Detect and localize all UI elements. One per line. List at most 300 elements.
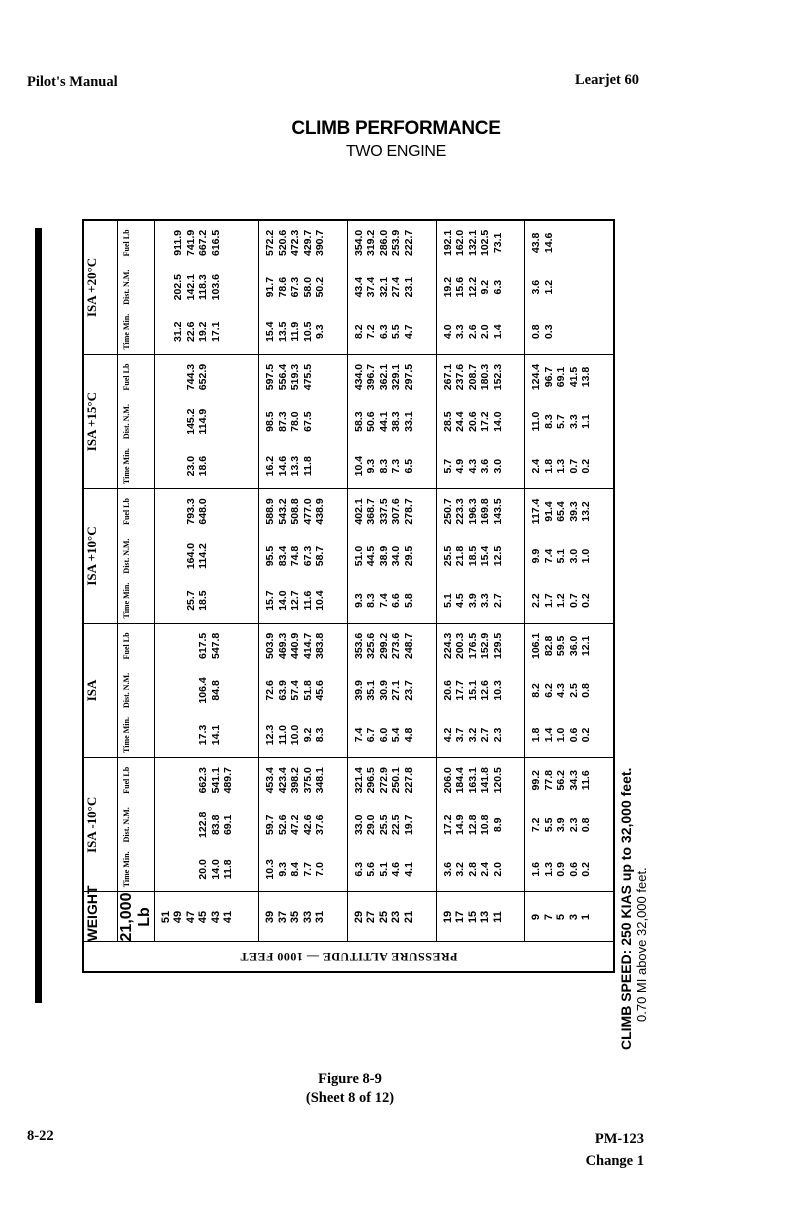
table-cell: 2.7 — [479, 727, 492, 743]
isa-column-header: ISA +10°C — [83, 489, 117, 623]
table-cell: 0.8 — [530, 324, 543, 340]
table-cell: 152.9 — [479, 632, 492, 660]
table-cell: 477.0 — [301, 498, 314, 525]
table-cell: 508.8 — [289, 498, 302, 525]
table-cell: 0.2 — [580, 862, 593, 877]
altitude-value: 47 — [184, 910, 197, 924]
table-cell: 91.4 — [542, 501, 555, 522]
table-cell: 4.7 — [402, 324, 415, 340]
table-cell: 17.2 — [479, 411, 492, 432]
table-cell: 8.3 — [365, 593, 378, 608]
table-cell: 27.1 — [390, 680, 403, 701]
table-cell — [160, 534, 173, 579]
table-cell — [172, 624, 185, 668]
table-cell: 744.3 — [184, 363, 197, 391]
table-cell: 652.9 — [197, 363, 209, 391]
table-cell: 2.4 — [530, 458, 543, 474]
fuel-column-header: Fuel Lb — [117, 758, 154, 803]
table-cell: 588.9 — [264, 498, 277, 525]
table-cell: 13.2 — [580, 501, 593, 522]
isa-column-header: ISA +20°C — [83, 220, 117, 354]
table-cell — [555, 221, 568, 265]
table-cell: 132.1 — [466, 229, 479, 257]
table-cell: 662.3 — [197, 767, 209, 794]
table-cell: 7.7 — [301, 862, 314, 877]
table-cell: 267.1 — [441, 363, 454, 391]
table-cell: 59.7 — [264, 814, 277, 836]
table-cell: 741.9 — [184, 229, 197, 257]
table-cell: 5.1 — [377, 862, 390, 877]
table-cell: 348.1 — [314, 767, 327, 794]
table-cell: 3.9 — [555, 817, 568, 833]
table-cell: 141.8 — [479, 767, 492, 794]
table-cell: 375.0 — [301, 767, 314, 794]
table-cell — [580, 221, 593, 265]
fuel-column-header: Fuel Lb — [117, 220, 154, 265]
table-cell: 202.5 — [172, 274, 184, 301]
altitude-value: 41 — [222, 910, 234, 924]
table-cell: 12.6 — [479, 680, 492, 701]
table-cell: 223.3 — [454, 498, 467, 525]
table-cell: 9.3 — [365, 458, 378, 474]
table-cell: 7.4 — [542, 548, 555, 564]
altitude-value: 35 — [289, 910, 302, 924]
table-cell: 12.2 — [466, 276, 479, 298]
table-cell: 56.2 — [555, 770, 568, 791]
table-cell: 520.6 — [276, 229, 289, 257]
table-cell: 307.6 — [390, 498, 403, 525]
table-cell — [172, 802, 185, 847]
table-cell: 429.7 — [301, 229, 314, 257]
table-cell: 8.3 — [377, 458, 390, 474]
table-cell: 67.3 — [301, 545, 314, 567]
table-cell: 8.3 — [314, 727, 327, 743]
table-cell: 3.9 — [466, 593, 479, 608]
table-cell: 25.5 — [377, 814, 390, 836]
table-cell: 12.1 — [580, 635, 593, 657]
altitude-value: 33 — [301, 910, 314, 924]
table-cell: 106.1 — [530, 632, 543, 660]
table-cell: 7.0 — [314, 862, 327, 877]
table-cell: 617.5 — [197, 632, 209, 660]
table-cell: 383.8 — [314, 632, 327, 660]
table-cell: 9.2 — [479, 279, 492, 295]
altitude-value: 51 — [159, 910, 172, 924]
table-cell — [555, 265, 568, 310]
climb-performance-table — [82, 219, 615, 973]
table-cell: 50.2 — [314, 276, 327, 298]
table-cell: 248.7 — [402, 632, 415, 660]
table-cell: 0.2 — [580, 458, 593, 474]
table-cell: 7.4 — [352, 727, 365, 743]
table-cell: 398.2 — [289, 767, 302, 794]
table-cell: 469.3 — [276, 632, 289, 660]
table-cell: 78.6 — [276, 276, 289, 298]
table-cell: 556.4 — [276, 363, 289, 391]
page-subtitle: TWO ENGINE — [345, 143, 447, 160]
table-cell: 14.0 — [209, 859, 222, 880]
table-cell: 36.0 — [567, 635, 580, 657]
isa-column-header: ISA — [83, 623, 117, 757]
table-cell: 19.2 — [441, 276, 454, 298]
table-cell: 911.9 — [172, 230, 184, 256]
table-cell: 11.8 — [301, 456, 314, 477]
table-cell: 63.9 — [276, 680, 289, 701]
table-cell: 368.7 — [365, 498, 378, 525]
table-cell — [210, 399, 223, 444]
change-number: Change 1 — [585, 1153, 644, 1169]
table-cell: 222.7 — [402, 229, 415, 257]
table-cell: 29.5 — [402, 545, 415, 567]
table-cell: 453.4 — [264, 767, 277, 794]
table-cell — [160, 265, 173, 310]
table-cell: 6.3 — [377, 324, 390, 340]
dist-column-header: Dist. N.M. — [117, 534, 154, 579]
table-cell — [222, 489, 235, 533]
isa-column-header: ISA -10°C — [83, 758, 117, 892]
table-cell: 7.3 — [390, 458, 403, 474]
table-cell: 22.6 — [184, 321, 197, 342]
table-cell: 325.6 — [365, 632, 378, 660]
table-cell: 23.0 — [184, 455, 197, 477]
table-cell: 58.0 — [301, 276, 314, 298]
table-cell — [160, 444, 173, 488]
table-cell — [222, 355, 235, 399]
table-cell: 321.4 — [352, 767, 365, 794]
altitude-value: 7 — [542, 913, 555, 921]
table-cell: 1.2 — [555, 593, 568, 608]
time-column-header: Time Min. — [117, 847, 154, 892]
table-cell: 9.3 — [276, 862, 289, 877]
table-cell: 17.3 — [197, 724, 209, 746]
table-cell: 0.8 — [580, 817, 593, 833]
table-cell: 547.8 — [209, 632, 222, 660]
table-cell: 69.1 — [222, 814, 234, 836]
table-cell: 12.7 — [289, 590, 302, 611]
table-cell — [210, 444, 223, 488]
table-cell: 253.9 — [390, 229, 403, 257]
table-cell: 180.3 — [479, 363, 492, 391]
table-cell: 4.3 — [555, 683, 568, 698]
fuel-column-header: Fuel Lb — [117, 354, 154, 399]
table-cell: 13.5 — [276, 321, 289, 342]
table-cell: 503.9 — [264, 632, 277, 660]
table-cell: 6.3 — [352, 862, 365, 877]
climb-table-rotated — [82, 221, 615, 973]
table-cell: 6.5 — [402, 458, 415, 474]
table-cell — [160, 624, 173, 668]
table-cell: 0.6 — [567, 727, 580, 743]
figure-number: Figure 8-9 — [318, 1071, 382, 1087]
table-row-group — [436, 220, 525, 972]
table-cell: 78.0 — [289, 411, 302, 432]
table-cell: 32.1 — [377, 276, 390, 298]
table-cell: 29.0 — [365, 814, 378, 836]
table-cell: 299.2 — [377, 632, 390, 660]
table-cell: 8.4 — [289, 862, 302, 877]
table-cell: 353.6 — [352, 632, 365, 660]
table-cell: 208.7 — [466, 363, 479, 391]
table-cell: 7.2 — [530, 817, 543, 833]
table-row-group — [154, 220, 259, 972]
table-cell: 120.5 — [491, 767, 504, 794]
table-cell: 3.6 — [530, 279, 543, 295]
table-cell: 19.7 — [402, 814, 415, 836]
table-row-group — [259, 220, 348, 972]
table-cell — [172, 578, 185, 622]
altitude-value: 43 — [209, 910, 222, 924]
altitude-value: 3 — [567, 913, 580, 921]
table-cell: 597.5 — [264, 363, 277, 391]
table-cell — [222, 265, 235, 310]
table-cell: 34.0 — [390, 545, 403, 567]
table-cell: 38.3 — [390, 411, 403, 432]
table-cell: 38.9 — [377, 545, 390, 567]
table-cell: 142.1 — [184, 274, 197, 301]
table-cell — [160, 355, 173, 399]
table-cell — [222, 310, 235, 354]
table-cell: 34.3 — [567, 770, 580, 791]
table-cell: 2.2 — [530, 593, 543, 608]
table-cell: 12.5 — [491, 545, 504, 567]
climb-speed-note: CLIMB SPEED: 250 KIAS up to 32,000 feet. — [618, 767, 634, 1050]
table-cell — [172, 758, 185, 802]
table-cell: 99.2 — [530, 770, 543, 791]
table-cell: 33.1 — [402, 411, 415, 432]
table-cell: 17.7 — [454, 680, 467, 701]
table-cell: 475.5 — [301, 363, 314, 391]
table-cell: 5.8 — [402, 593, 415, 608]
table-cell: 8.2 — [352, 324, 365, 340]
table-cell: 0.3 — [542, 324, 555, 340]
table-cell: 12.8 — [466, 814, 479, 836]
table-cell — [160, 399, 173, 444]
table-cell: 2.0 — [479, 324, 492, 340]
table-cell: 143.5 — [491, 498, 504, 525]
table-cell: 6.3 — [491, 279, 504, 295]
dist-column-header: Dist. N.M. — [117, 668, 154, 713]
table-cell: 296.5 — [365, 767, 378, 794]
table-cell: 37.4 — [365, 276, 378, 298]
table-cell: 472.3 — [289, 229, 302, 257]
table-cell: 2.3 — [567, 817, 580, 833]
table-cell — [160, 310, 173, 354]
table-cell: 124.4 — [530, 363, 543, 391]
table-cell: 74.8 — [289, 545, 302, 567]
table-cell: 0.7 — [567, 593, 580, 608]
table-cell: 33.0 — [352, 814, 365, 836]
table-cell: 6.7 — [365, 727, 378, 743]
table-cell: 118.3 — [197, 274, 209, 301]
altitude-value: 29 — [352, 910, 365, 924]
figure-caption — [0, 1070, 700, 1108]
table-cell: 31.2 — [172, 321, 184, 342]
table-cell: 8.2 — [530, 683, 543, 698]
climb-table-wrapper — [82, 221, 697, 973]
table-cell: 2.8 — [466, 862, 479, 877]
table-cell: 67.3 — [289, 276, 302, 298]
table-cell: 37.6 — [314, 814, 327, 836]
table-cell: 20.6 — [441, 680, 454, 701]
weight-value: 21,000 Lb — [117, 892, 153, 942]
table-cell: 15.7 — [264, 590, 277, 611]
table-cell — [172, 534, 185, 579]
table-cell: 84.8 — [209, 680, 222, 701]
table-cell: 39.3 — [567, 501, 580, 522]
table-cell — [580, 265, 593, 310]
table-cell — [314, 444, 327, 488]
table-cell: 35.1 — [365, 680, 378, 701]
table-cell: 273.6 — [390, 632, 403, 660]
table-cell — [210, 355, 223, 399]
altitude-value: 23 — [390, 910, 403, 924]
table-cell: 423.4 — [276, 767, 289, 794]
table-cell: 103.6 — [209, 274, 222, 301]
table-cell: 616.5 — [209, 229, 222, 257]
table-cell: 200.3 — [454, 632, 467, 660]
table-cell: 2.0 — [491, 862, 504, 877]
table-cell — [185, 847, 198, 891]
table-cell: 319.2 — [365, 229, 378, 257]
table-cell: 3.6 — [441, 862, 454, 877]
table-cell: 10.0 — [289, 724, 302, 746]
table-cell: 4.0 — [441, 324, 454, 340]
doc-number: PM-123 — [594, 1131, 644, 1147]
table-cell: 9.9 — [530, 548, 543, 564]
time-column-header: Time Min. — [117, 444, 154, 489]
table-cell: 4.3 — [466, 458, 479, 474]
table-cell: 1.4 — [491, 324, 504, 340]
table-cell: 396.7 — [365, 363, 378, 391]
table-cell: 16.2 — [264, 455, 277, 477]
table-cell: 39.9 — [352, 680, 365, 701]
table-cell: 11.9 — [289, 321, 302, 342]
table-cell: 14.9 — [454, 814, 467, 836]
table-cell — [222, 534, 235, 579]
table-cell: 15.4 — [264, 321, 277, 342]
table-cell: 5.4 — [390, 727, 403, 743]
table-cell — [160, 668, 173, 713]
altitude-value: 21 — [402, 910, 415, 924]
table-cell: 206.0 — [441, 767, 454, 794]
table-cell: 67.5 — [301, 411, 314, 432]
table-cell — [580, 310, 593, 354]
table-cell: 18.6 — [197, 455, 209, 477]
table-cell: 47.2 — [289, 814, 302, 836]
footer-right — [586, 1128, 644, 1172]
table-cell: 58.3 — [352, 411, 365, 432]
altitude-value: 15 — [466, 910, 479, 924]
table-cell: 1.8 — [530, 727, 543, 743]
table-cell: 224.3 — [441, 632, 454, 660]
table-cell: 1.2 — [542, 279, 555, 295]
table-cell: 58.7 — [314, 545, 327, 567]
table-cell: 667.2 — [197, 229, 209, 257]
table-cell: 4.6 — [390, 862, 403, 877]
mach-note: 0.70 MI above 32,000 feet. — [634, 867, 649, 1022]
table-cell: 11.6 — [301, 590, 314, 611]
table-cell: 10.5 — [301, 321, 314, 342]
table-cell: 519.3 — [289, 363, 302, 391]
table-cell: 414.7 — [301, 632, 314, 660]
table-row-group — [525, 220, 614, 972]
table-cell — [222, 444, 235, 488]
table-cell — [172, 444, 185, 488]
table-cell: 3.2 — [466, 727, 479, 743]
table-cell: 440.9 — [289, 632, 302, 660]
table-cell — [314, 399, 327, 444]
isa-column-header: ISA +15°C — [83, 354, 117, 488]
table-cell: 163.1 — [466, 767, 479, 794]
table-cell: 102.5 — [479, 229, 492, 257]
table-cell: 250.7 — [441, 498, 454, 525]
table-cell — [185, 668, 198, 713]
table-cell: 22.5 — [390, 814, 403, 836]
page-number: 8-22 — [27, 1128, 54, 1144]
table-cell: 95.5 — [264, 545, 277, 567]
table-cell: 3.3 — [454, 324, 467, 340]
dist-column-header: Dist. N.M. — [117, 802, 154, 847]
table-cell — [185, 713, 198, 757]
table-cell: 122.8 — [197, 811, 209, 838]
table-cell: 176.5 — [466, 632, 479, 660]
table-cell: 51.8 — [301, 680, 314, 701]
table-cell: 648.0 — [197, 498, 209, 525]
table-cell: 91.7 — [264, 276, 277, 298]
table-cell: 20.6 — [466, 411, 479, 432]
table-cell: 145.2 — [184, 408, 197, 435]
table-cell: 1.3 — [555, 458, 568, 474]
table-cell: 57.4 — [289, 680, 302, 701]
table-cell: 0.2 — [580, 727, 593, 743]
table-cell: 184.4 — [454, 767, 467, 794]
table-cell: 237.6 — [454, 363, 467, 391]
table-cell: 227.8 — [402, 767, 415, 794]
table-cell — [555, 310, 568, 354]
table-cell: 9.2 — [301, 727, 314, 743]
table-cell: 8.9 — [491, 817, 504, 833]
altitude-value: 5 — [555, 913, 568, 921]
table-cell — [185, 802, 198, 847]
table-cell: 329.1 — [390, 363, 403, 391]
table-cell: 3.2 — [454, 862, 467, 877]
table-cell: 5.5 — [390, 324, 403, 340]
table-cell — [222, 399, 235, 444]
table-cell: 51.0 — [352, 545, 365, 567]
table-cell: 10.4 — [352, 455, 365, 477]
table-cell — [210, 534, 223, 579]
table-cell — [222, 713, 235, 757]
table-cell — [160, 758, 173, 802]
table-cell: 3.6 — [479, 458, 492, 474]
table-cell — [172, 489, 185, 533]
table-cell: 362.1 — [377, 363, 390, 391]
table-cell: 297.5 — [402, 363, 415, 391]
table-cell: 337.5 — [377, 498, 390, 525]
table-cell: 0.7 — [567, 458, 580, 474]
table-cell: 4.5 — [454, 593, 467, 608]
altitude-value: 11 — [491, 911, 504, 923]
table-cell: 2.3 — [491, 727, 504, 743]
table-cell: 42.6 — [301, 814, 314, 836]
table-cell: 192.1 — [441, 229, 454, 257]
table-cell: 27.4 — [390, 276, 403, 298]
table-cell — [222, 221, 235, 265]
altitude-value: 13 — [479, 910, 492, 924]
altitude-value: 37 — [276, 910, 289, 924]
table-cell: 17.2 — [441, 814, 454, 836]
fuel-column-header: Fuel Lb — [117, 489, 154, 534]
